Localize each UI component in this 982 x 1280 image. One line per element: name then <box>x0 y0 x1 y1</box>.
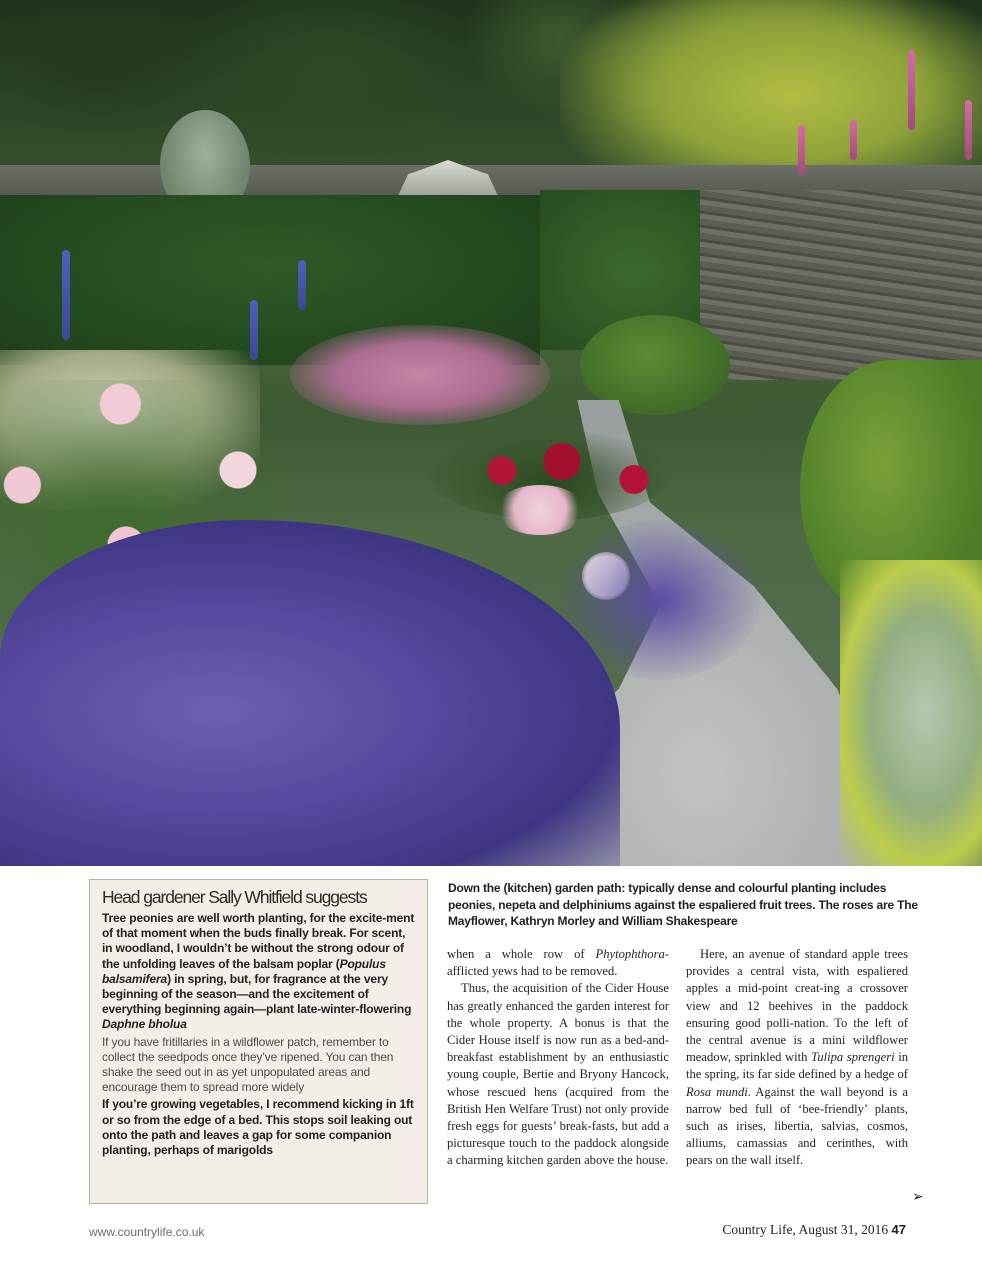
pink-roses <box>290 325 550 425</box>
stone-wall <box>700 190 982 380</box>
page-number: 47 <box>891 1222 906 1237</box>
body-text: Here, an avenue of standard apple trees provides a central vista, with espaliered apples a mid-point creat-ing a crossover view and 12 beehives in the paddock ensuring good polli-nation. To the left of the central avenue is a mini wildflower meadow, sprinkled with <box>686 947 908 1065</box>
body-paragraph <box>686 946 908 1170</box>
foxglove <box>965 100 972 160</box>
pink-peonies <box>495 485 585 535</box>
sidebar-italic: Daphne bholua <box>102 1017 187 1032</box>
tips-sidebar <box>89 879 428 1204</box>
sidebar-text: Tree peonies are well worth planting, for the excite-ment of that moment when the buds finally break. For scent, in woodland, I wouldn’t be without the strong odour of the unfolding leaves of the balsam poplar ( <box>102 911 415 971</box>
sidebar-paragraph: If you’re growing vegetables, I recommend kicking in 1ft or so from the edge of a bed. This stops soil leaking out onto the path and leaves a gap for some companion planting, perhaps of marigolds <box>102 1097 414 1158</box>
foxglove <box>908 50 915 130</box>
silver-foliage <box>840 560 982 866</box>
nepeta-foreground <box>0 520 620 866</box>
body-column-2 <box>686 946 908 1170</box>
body-text: . Against the wall beyond is a narrow bed full of ‘bee-friendly’ plants, such as irises, libertia, salvias, cosmos, alliums, camassias and cerinthes, with pears on the wall itself. <box>686 1084 909 1168</box>
body-text: when a whole row of <box>447 947 596 961</box>
sidebar-paragraph: If you have fritillaries in a wildflower patch, remember to collect the seedpods once they’ve ripened. You can then shake the seed out in as yet unpopulated areas and encourage them to spread more widely <box>102 1034 394 1095</box>
footer-folio <box>722 1222 906 1238</box>
body-italic: Phytophthora <box>595 947 665 961</box>
body-text: in the spring, its far side defined by a hedge of <box>686 1050 908 1082</box>
sidebar-paragraph <box>102 911 418 1033</box>
body-italic: Rosa mundi <box>686 1084 748 1099</box>
body-paragraph: Thus, the acquisition of the Cider House has greatly enhanced the garden interest for the whole property. A bonus is that the Cider House itself is now run as a bed-and-breakfast establishment by an enthusiastic young couple, Bertie and Bryony Hancock, whose rescued hens (acquired from the British Hen Welfare Trust) not only provide fresh eggs for guests’ break-fasts, but add a picturesque touch to the paddock alongside a charming kitchen garden above the house. <box>447 981 669 1168</box>
sidebar-title: Head gardener Sally Whitfield suggests <box>102 887 367 907</box>
issue-date: Country Life, August 31, 2016 <box>722 1222 889 1237</box>
foxglove <box>850 120 857 160</box>
body-column-1 <box>447 946 669 1170</box>
sidebar-text: ) in spring, but, for fragrance at the very beginning of the season—and the excitement of everything beginning again—plant late-winter-flowering <box>102 971 412 1017</box>
body-text: -afflicted yews had to be removed. <box>447 947 669 979</box>
footer-url: www.countrylife.co.uk <box>89 1225 205 1239</box>
sidebar-italic: Populus balsamifera <box>102 956 386 986</box>
delphinium <box>298 260 306 310</box>
body-italic: Tulipa sprengeri <box>811 1050 895 1065</box>
body-paragraph <box>447 946 669 980</box>
foxglove <box>798 125 805 175</box>
delphinium <box>62 250 70 340</box>
photo-caption: Down the (kitchen) garden path: typically dense and colourful planting includes peonies, nepeta and delphiniums against the espaliered fruit trees. The roses are The Mayflower, Kathryn Morley and William Shakespeare <box>448 881 918 929</box>
continue-arrow-icon: ➢ <box>912 1190 924 1205</box>
